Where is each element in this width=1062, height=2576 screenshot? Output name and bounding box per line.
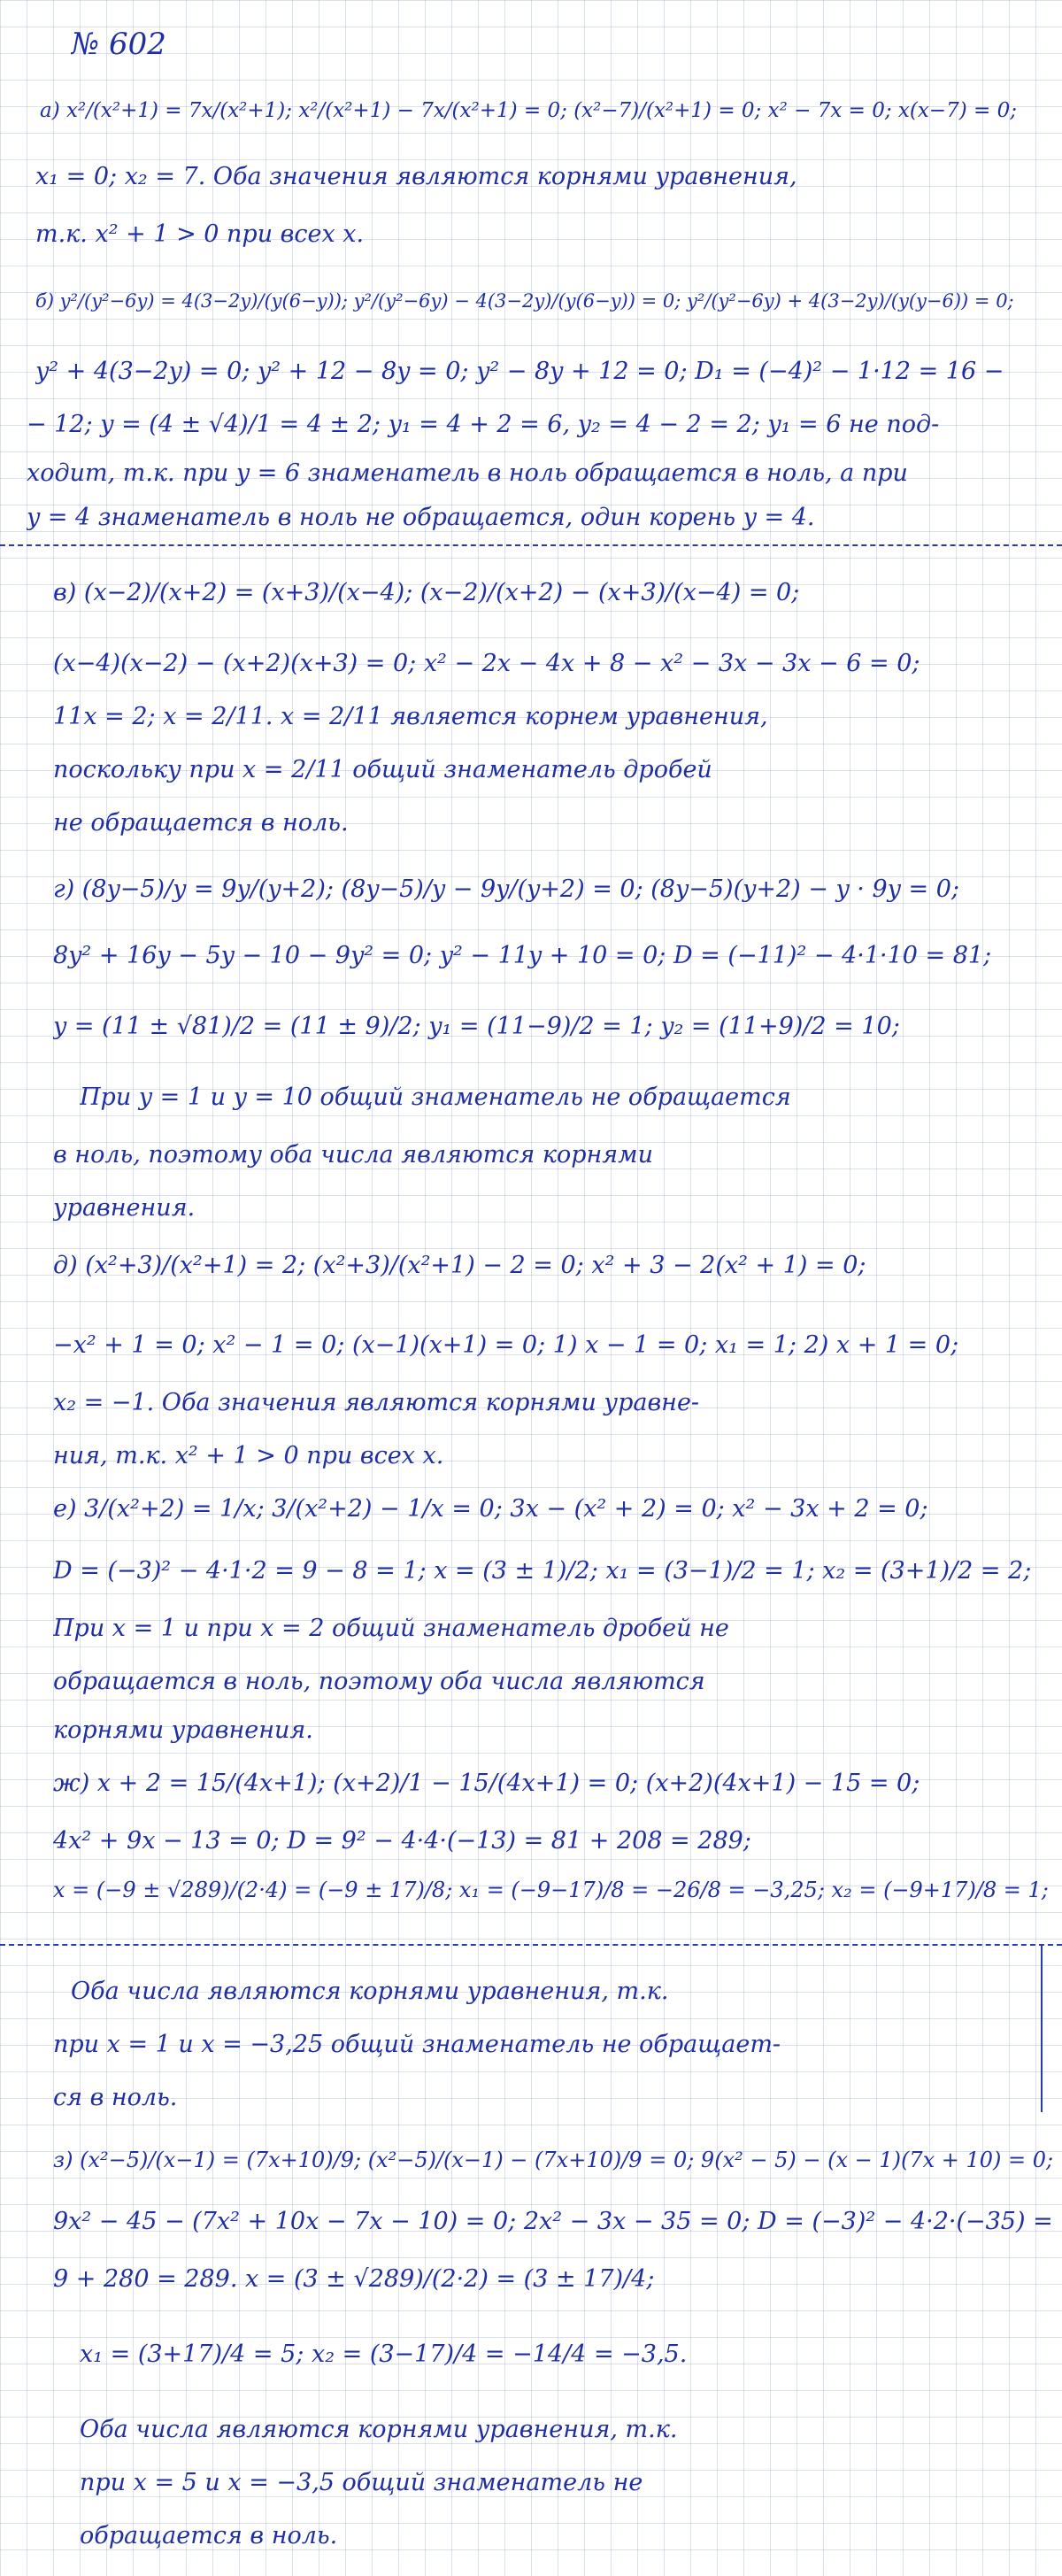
line-v-1: в) (x−2)/(x+2) = (x+3)/(x−4); (x−2)/(x+2) − (x+3)/(x−4) = 0; (53, 579, 800, 606)
line-b-1: б) y²/(y²−6y) = 4(3−2y)/(y(6−y)); y²/(y²−6y) − 4(3−2y)/(y(6−y)) = 0; y²/(y²−6y) + 4(3−2y)/(y(y−6)) = 0; (35, 290, 1014, 312)
line-e-4: обращается в ноль, поэтому оба числа являются (53, 1668, 705, 1695)
line-a-2: x₁ = 0; x₂ = 7. Оба значения являются корнями уравнения, (35, 163, 797, 190)
line-z-5: Оба числа являются корнями уравнения, т.к. (80, 2416, 678, 2443)
line-g-1: г) (8y−5)/y = 9y/(y+2); (8y−5)/y − 9y/(y+2) = 0; (8y−5)(y+2) − y · 9y = 0; (53, 875, 959, 903)
line-g-5: в ноль, поэтому оба числа являются корнями (53, 1141, 653, 1168)
line-z-4: x₁ = (3+17)/4 = 5; x₂ = (3−17)/4 = −14/4 = −3,5. (80, 2341, 688, 2368)
line-e-2: D = (−3)² − 4·1·2 = 9 − 8 = 1; x = (3 ± 1)/2; x₁ = (3−1)/2 = 1; x₂ = (3+1)/2 = 2; (53, 1557, 1032, 1585)
line-b-2: y² + 4(3−2y) = 0; y² + 12 − 8y = 0; y² − 8y + 12 = 0; D₁ = (−4)² − 1·12 = 16 − (35, 358, 1004, 385)
line-d-1: д) (x²+3)/(x²+1) = 2; (x²+3)/(x²+1) − 2 = 0; x² + 3 − 2(x² + 1) = 0; (53, 1252, 866, 1279)
line-zh-5: при x = 1 и x = −3,25 общий знаменатель не обращает- (53, 2031, 781, 2058)
line-zh-3: x = (−9 ± √289)/(2·4) = (−9 ± 17)/8; x₁ = (−9−17)/8 = −26/8 = −3,25; x₂ = (−9+17)/8 = 1; (53, 1878, 1049, 1902)
line-d-3: x₂ = −1. Оба значения являются корнями уравне- (53, 1389, 700, 1416)
line-z-7: обращается в ноль. (80, 2522, 338, 2549)
line-zh-4: Оба числа являются корнями уравнения, т.к. (71, 1978, 669, 2005)
line-v-3: 11x = 2; x = 2/11. x = 2/11 является корнем уравнения, (53, 703, 768, 730)
line-b-4: ходит, т.к. при y = 6 знаменатель в ноль обращается в ноль, а при (27, 459, 908, 487)
line-d-4: ния, т.к. x² + 1 > 0 при всех x. (53, 1442, 444, 1469)
line-a-1: а) x²/(x²+1) = 7x/(x²+1); x²/(x²+1) − 7x/(x²+1) = 0; (x²−7)/(x²+1) = 0; x² − 7x = 0; x(x−7) = 0; (40, 99, 1017, 122)
line-zh-1: ж) x + 2 = 15/(4x+1); (x+2)/1 − 15/(4x+1) = 0; (x+2)(4x+1) − 15 = 0; (53, 1770, 920, 1797)
section-divider (0, 544, 1062, 546)
line-zh-2: 4x² + 9x − 13 = 0; D = 9² − 4·4·(−13) = 81 + 208 = 289; (53, 1827, 751, 1855)
line-g-6: уравнения. (53, 1194, 196, 1222)
line-e-1: е) 3/(x²+2) = 1/x; 3/(x²+2) − 1/x = 0; 3x − (x² + 2) = 0; x² − 3x + 2 = 0; (53, 1495, 928, 1523)
line-z-2: 9x² − 45 − (7x² + 10x − 7x − 10) = 0; 2x² − 3x − 35 = 0; D = (−3)² − 4·2·(−35) = (53, 2208, 1053, 2235)
line-v-2: (x−4)(x−2) − (x+2)(x+3) = 0; x² − 2x − 4x + 8 − x² − 3x − 3x − 6 = 0; (53, 650, 920, 677)
line-b-3: − 12; y = (4 ± √4)/1 = 4 ± 2; y₁ = 4 + 2 = 6, y₂ = 4 − 2 = 2; y₁ = 6 не под- (27, 411, 940, 438)
line-v-5: не обращается в ноль. (53, 809, 349, 837)
line-g-3: y = (11 ± √81)/2 = (11 ± 9)/2; y₁ = (11−9)/2 = 1; y₂ = (11+9)/2 = 10; (53, 1013, 900, 1040)
section-divider (0, 1944, 1062, 1946)
line-v-4: поскольку при x = 2/11 общий знаменатель дробей (53, 756, 712, 783)
line-z-3: 9 + 280 = 289. x = (3 ± √289)/(2·2) = (3 ± 17)/4; (53, 2265, 655, 2293)
line-a-3: т.к. x² + 1 > 0 при всех x. (35, 220, 365, 248)
line-g-2: 8y² + 16y − 5y − 10 − 9y² = 0; y² − 11y + 10 = 0; D = (−11)² − 4·1·10 = 81; (53, 942, 992, 969)
line-z-6: при x = 5 и x = −3,5 общий знаменатель не (80, 2469, 643, 2496)
line-e-3: При x = 1 и при x = 2 общий знаменатель дробей не (53, 1615, 729, 1642)
line-zh-6: ся в ноль. (53, 2084, 178, 2111)
line-z-1: з) (x²−5)/(x−1) = (7x+10)/9; (x²−5)/(x−1) − (7x+10)/9 = 0; 9(x² − 5) − (x − 1)(7x + 10) = 0; (53, 2148, 1053, 2172)
problem-number: № 602 (71, 27, 166, 62)
line-g-4: При y = 1 и y = 10 общий знаменатель не обращается (80, 1084, 791, 1111)
line-b-5: y = 4 знаменатель в ноль не обращается, один корень y = 4. (27, 504, 815, 531)
line-d-2: −x² + 1 = 0; x² − 1 = 0; (x−1)(x+1) = 0; 1) x − 1 = 0; x₁ = 1; 2) x + 1 = 0; (53, 1331, 959, 1359)
line-e-5: корнями уравнения. (53, 1716, 313, 1744)
